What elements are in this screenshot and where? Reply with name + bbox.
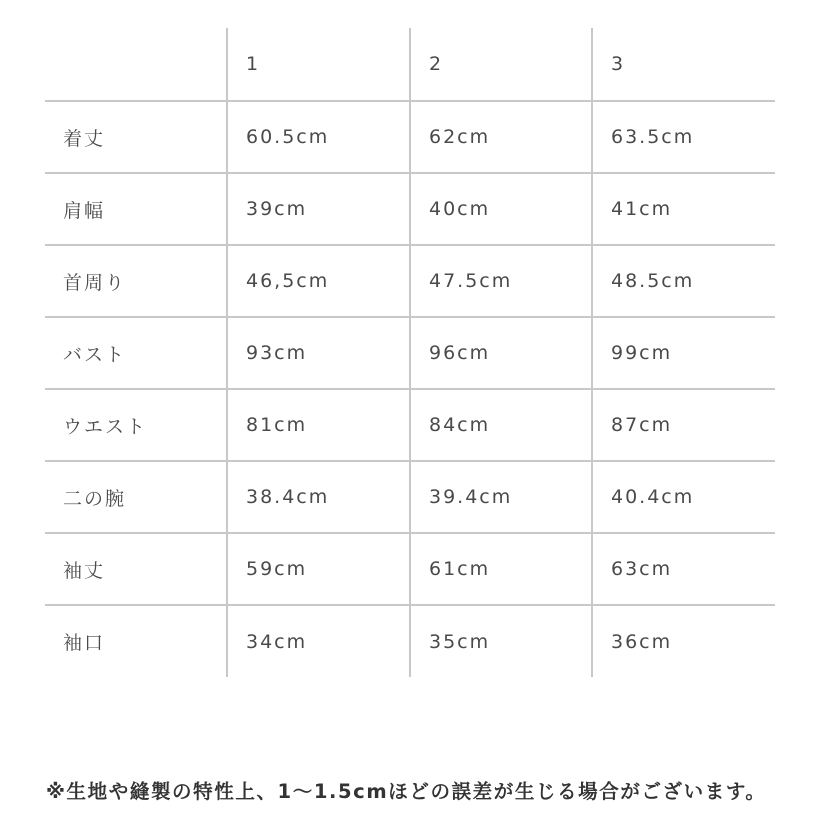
table-cell: 46,5cm	[227, 245, 410, 317]
row-label: 二の腕	[45, 461, 227, 533]
table-header-row	[45, 28, 775, 101]
header-cell-size-1: 1	[227, 28, 410, 101]
header-cell-size-3: 3	[592, 28, 775, 101]
table-row	[45, 101, 775, 173]
table-cell: 96cm	[410, 317, 592, 389]
table-cell: 34cm	[227, 605, 410, 677]
table-cell: 59cm	[227, 533, 410, 605]
table-row	[45, 461, 775, 533]
table-row	[45, 605, 775, 677]
table-cell: 63.5cm	[592, 101, 775, 173]
table-cell: 36cm	[592, 605, 775, 677]
row-label: バスト	[45, 317, 227, 389]
row-label: 首周り	[45, 245, 227, 317]
table-cell: 93cm	[227, 317, 410, 389]
table-cell: 38.4cm	[227, 461, 410, 533]
table-cell: 87cm	[592, 389, 775, 461]
row-label: 肩幅	[45, 173, 227, 245]
table-cell: 84cm	[410, 389, 592, 461]
table-cell: 40.4cm	[592, 461, 775, 533]
table-cell: 35cm	[410, 605, 592, 677]
table-cell: 60.5cm	[227, 101, 410, 173]
header-cell-size-2: 2	[410, 28, 592, 101]
row-label: ウエスト	[45, 389, 227, 461]
table-cell: 99cm	[592, 317, 775, 389]
table-cell: 47.5cm	[410, 245, 592, 317]
table-row	[45, 173, 775, 245]
measurement-note: ※生地や縫製の特性上、1〜1.5cmほどの誤差が生じる場合がございます。	[46, 780, 767, 803]
table-cell: 61cm	[410, 533, 592, 605]
table-cell: 81cm	[227, 389, 410, 461]
row-label: 袖口	[63, 632, 106, 654]
table-cell: 40cm	[410, 173, 592, 245]
table-cell: 39cm	[227, 173, 410, 245]
row-label: 着丈	[45, 101, 227, 173]
size-table	[45, 28, 775, 677]
table-row	[45, 533, 775, 605]
header-cell-empty	[45, 28, 227, 101]
table-row	[45, 245, 775, 317]
table-row	[45, 389, 775, 461]
row-label: 袖丈	[45, 533, 227, 605]
table-cell: 63cm	[592, 533, 775, 605]
table-cell: 62cm	[410, 101, 592, 173]
table-cell: 41cm	[592, 173, 775, 245]
table-cell: 48.5cm	[592, 245, 775, 317]
table-row	[45, 317, 775, 389]
table-cell: 39.4cm	[410, 461, 592, 533]
